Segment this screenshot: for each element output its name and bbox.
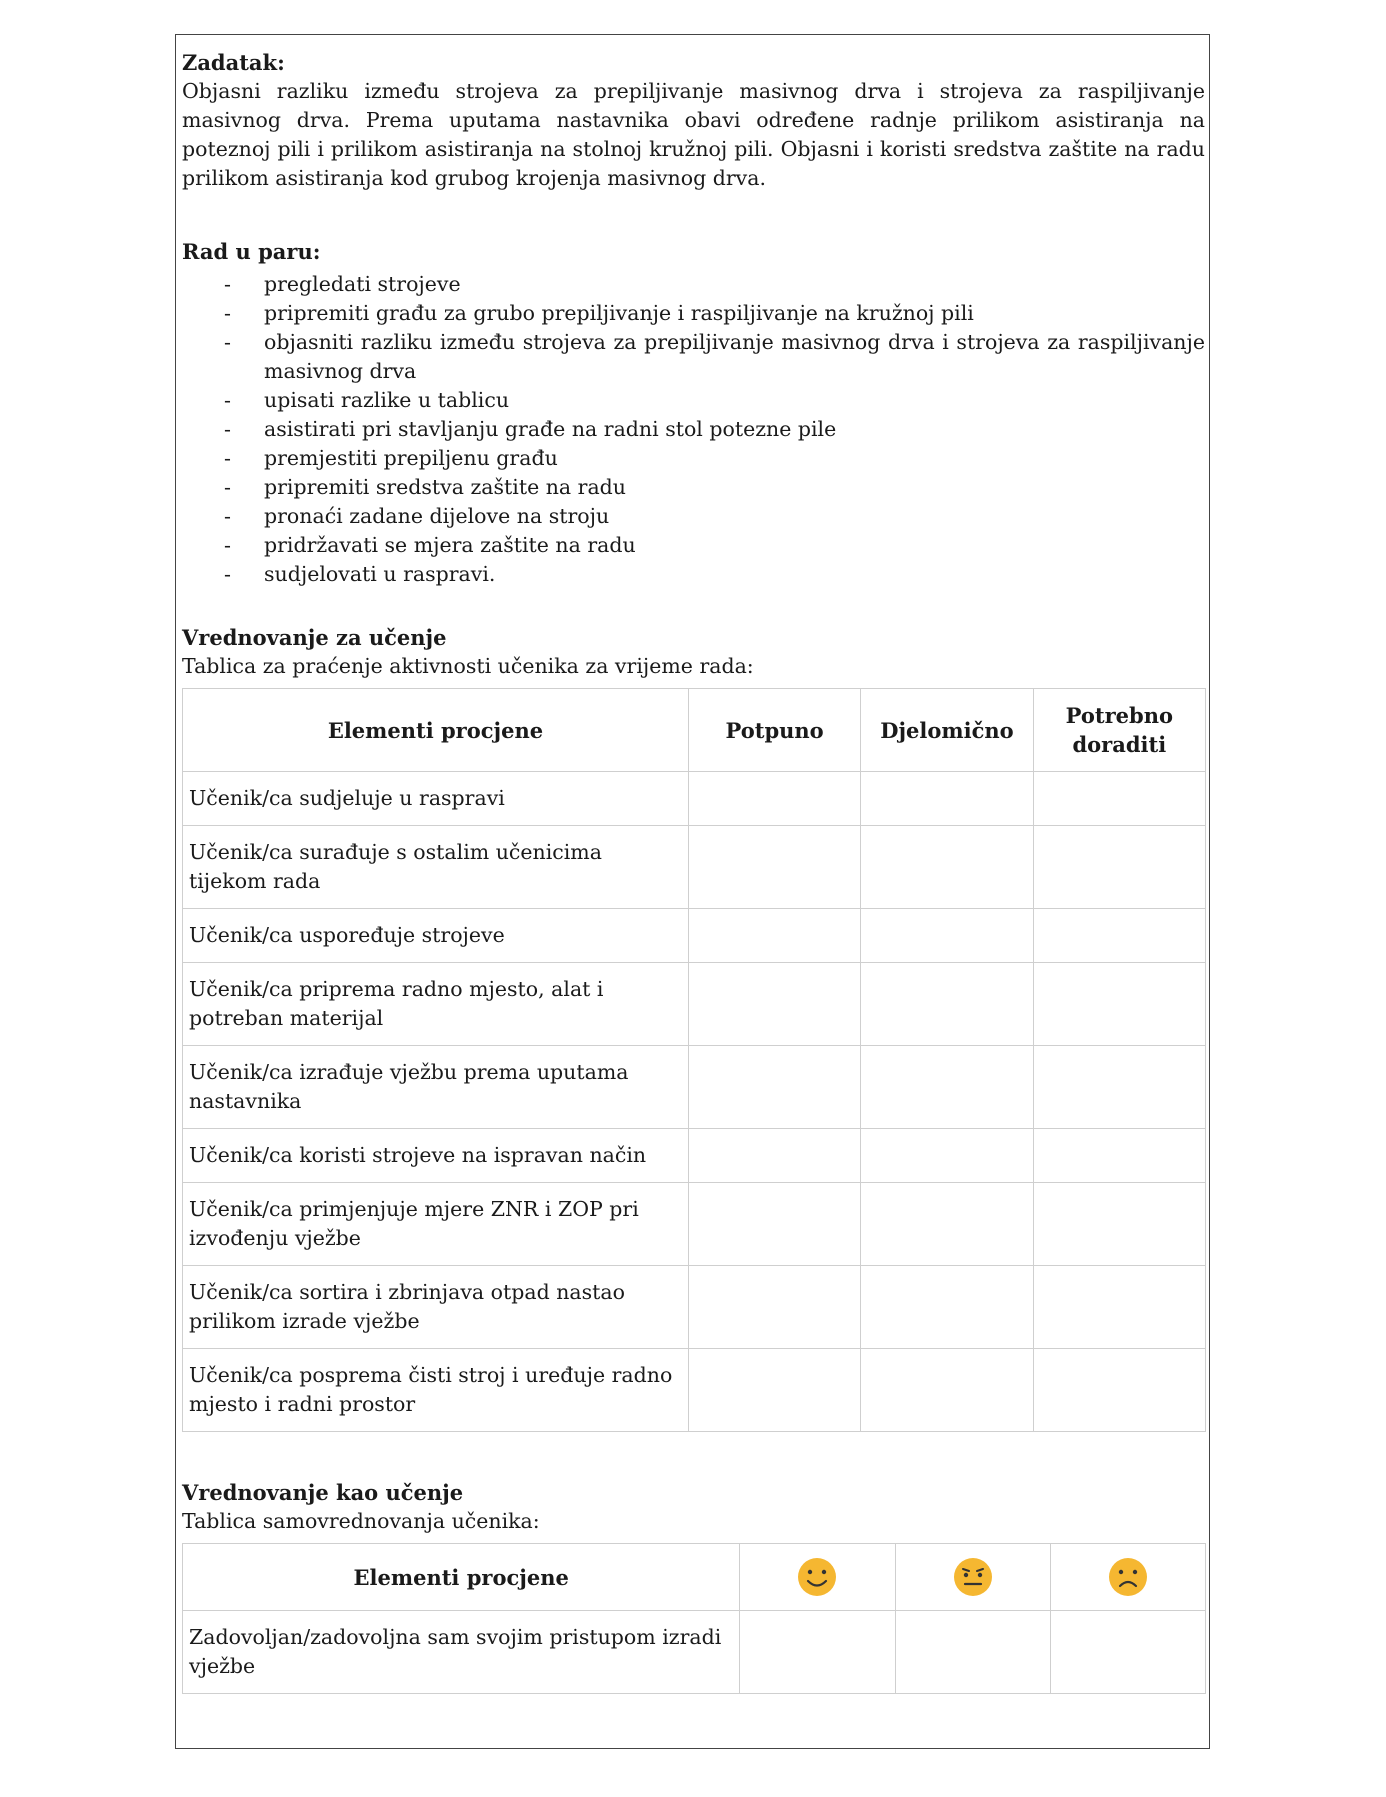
list-item: - objasniti razliku između strojeva za prepiljivanje masivnog drva i strojeva za raspiljivanje masivnog drva: [224, 330, 1205, 383]
djelomicno-cell[interactable]: [861, 1046, 1033, 1129]
table-row: [183, 1183, 1206, 1266]
list-item: - asistirati pri stavljanju građe na radni stol potezne pile: [224, 417, 837, 441]
potpuno-cell[interactable]: [688, 1046, 860, 1129]
sad-cell[interactable]: [1050, 1611, 1205, 1694]
table-row: [183, 826, 1206, 909]
element-cell: Učenik/ca sortira i zbrinjava otpad nastao prilikom izrade vježbe: [183, 1266, 689, 1349]
potrebno-doraditi-cell[interactable]: [1033, 963, 1205, 1046]
djelomicno-cell[interactable]: [861, 963, 1033, 1046]
potrebno-doraditi-cell[interactable]: [1033, 1129, 1205, 1183]
header-happy: [740, 1544, 895, 1611]
potrebno-doraditi-cell[interactable]: [1033, 826, 1205, 909]
potrebno-doraditi-cell[interactable]: [1033, 1349, 1205, 1432]
potpuno-cell[interactable]: [688, 1183, 860, 1266]
list-item: - pripremiti sredstva zaštite na radu: [224, 475, 627, 499]
list-item: - pripremiti građu za grubo prepiljivanje i raspiljivanje na kružnoj pili: [224, 301, 974, 325]
sad-face-icon: [1107, 1556, 1149, 1598]
element-cell: Učenik/ca uspoređuje strojeve: [183, 909, 689, 963]
element-cell: Učenik/ca posprema čisti stroj i uređuje radno mjesto i radni prostor: [183, 1349, 689, 1432]
djelomicno-cell[interactable]: [861, 1349, 1033, 1432]
djelomicno-cell[interactable]: [861, 772, 1033, 826]
header-elementi-procjene: Elementi procjene: [183, 689, 689, 772]
potpuno-cell[interactable]: [688, 1129, 860, 1183]
self-assessment-table: [182, 1543, 1206, 1694]
list-item: - upisati razlike u tablicu: [224, 388, 510, 412]
table-row: [183, 1266, 1206, 1349]
header-potpuno: Potpuno: [688, 689, 860, 772]
djelomicno-cell[interactable]: [861, 1129, 1033, 1183]
table-row: [183, 963, 1206, 1046]
header-djelomicno: Djelomično: [861, 689, 1033, 772]
potpuno-cell[interactable]: [688, 826, 860, 909]
djelomicno-cell[interactable]: [861, 1183, 1033, 1266]
potrebno-doraditi-cell[interactable]: [1033, 909, 1205, 963]
rad-u-paru-list: [182, 270, 1205, 589]
potrebno-doraditi-cell[interactable]: [1033, 772, 1205, 826]
element-cell: Učenik/ca izrađuje vježbu prema uputama nastavnika: [183, 1046, 689, 1129]
table-row: [183, 1129, 1206, 1183]
djelomicno-cell[interactable]: [861, 826, 1033, 909]
happy-face-icon: [796, 1556, 838, 1598]
element-cell: Učenik/ca primjenjuje mjere ZNR i ZOP pri izvođenju vježbe: [183, 1183, 689, 1266]
zadatak-text: Objasni razliku između strojeva za prepiljivanje masivnog drva i strojeva za raspiljivanje masivnog drva. Prema uputama nastavnika obavi određene radnje prilikom asistiranja na poteznoj pili i prilikom asistiranja na stolnoj kružnoj pili. Objasni i koristi sredstva zaštite na radu prilikom asistiranja kod grubog krojenja masivnog drva.: [182, 79, 1205, 190]
table-row: [183, 1611, 1206, 1694]
djelomicno-cell[interactable]: [861, 1266, 1033, 1349]
header-neutral: [895, 1544, 1050, 1611]
neutral-cell[interactable]: [895, 1611, 1050, 1694]
happy-cell[interactable]: [740, 1611, 895, 1694]
document-content: [182, 48, 1205, 1694]
table-row: [183, 1349, 1206, 1432]
element-cell: Učenik/ca priprema radno mjesto, alat i potreban materijal: [183, 963, 689, 1046]
element-cell: Učenik/ca koristi strojeve na ispravan način: [183, 1129, 689, 1183]
potrebno-doraditi-cell[interactable]: [1033, 1183, 1205, 1266]
potrebno-doraditi-cell[interactable]: [1033, 1046, 1205, 1129]
list-item: - sudjelovati u raspravi.: [224, 562, 496, 586]
element-cell: Učenik/ca sudjeluje u raspravi: [183, 772, 689, 826]
neutral-face-icon: [952, 1556, 994, 1598]
potpuno-cell[interactable]: [688, 772, 860, 826]
potrebno-doraditi-cell[interactable]: [1033, 1266, 1205, 1349]
list-item: - pridržavati se mjera zaštite na radu: [224, 533, 636, 557]
potpuno-cell[interactable]: [688, 1266, 860, 1349]
rad-u-paru-heading: Rad u paru:: [182, 239, 321, 264]
element-cell: Učenik/ca surađuje s ostalim učenicima tijekom rada: [183, 826, 689, 909]
header-sad: [1050, 1544, 1205, 1611]
list-item: - pronaći zadane dijelove na stroju: [224, 504, 610, 528]
potpuno-cell[interactable]: [688, 909, 860, 963]
header-elementi-procjene: Elementi procjene: [183, 1544, 740, 1611]
element-cell: Zadovoljan/zadovoljna sam svojim pristupom izradi vježbe: [183, 1611, 740, 1694]
list-item: - premjestiti prepiljenu građu: [224, 446, 558, 470]
djelomicno-cell[interactable]: [861, 909, 1033, 963]
zadatak-heading: Zadatak:: [182, 50, 285, 75]
potpuno-cell[interactable]: [688, 963, 860, 1046]
list-item: - pregledati strojeve: [224, 272, 461, 296]
vrednovanje-za-ucenje-caption: Tablica za praćenje aktivnosti učenika za vrijeme rada:: [182, 654, 754, 678]
vrednovanje-kao-ucenje-caption: Tablica samovrednovanja učenika:: [182, 1509, 540, 1533]
vrednovanje-kao-ucenje-heading: Vrednovanje kao učenje: [182, 1480, 464, 1505]
table-row: [183, 909, 1206, 963]
table-row: [183, 772, 1206, 826]
header-potrebno-doraditi: Potrebno doraditi: [1033, 689, 1205, 772]
table-row: [183, 1046, 1206, 1129]
vrednovanje-za-ucenje-heading: Vrednovanje za učenje: [182, 625, 447, 650]
potpuno-cell[interactable]: [688, 1349, 860, 1432]
activity-table: [182, 688, 1206, 1432]
